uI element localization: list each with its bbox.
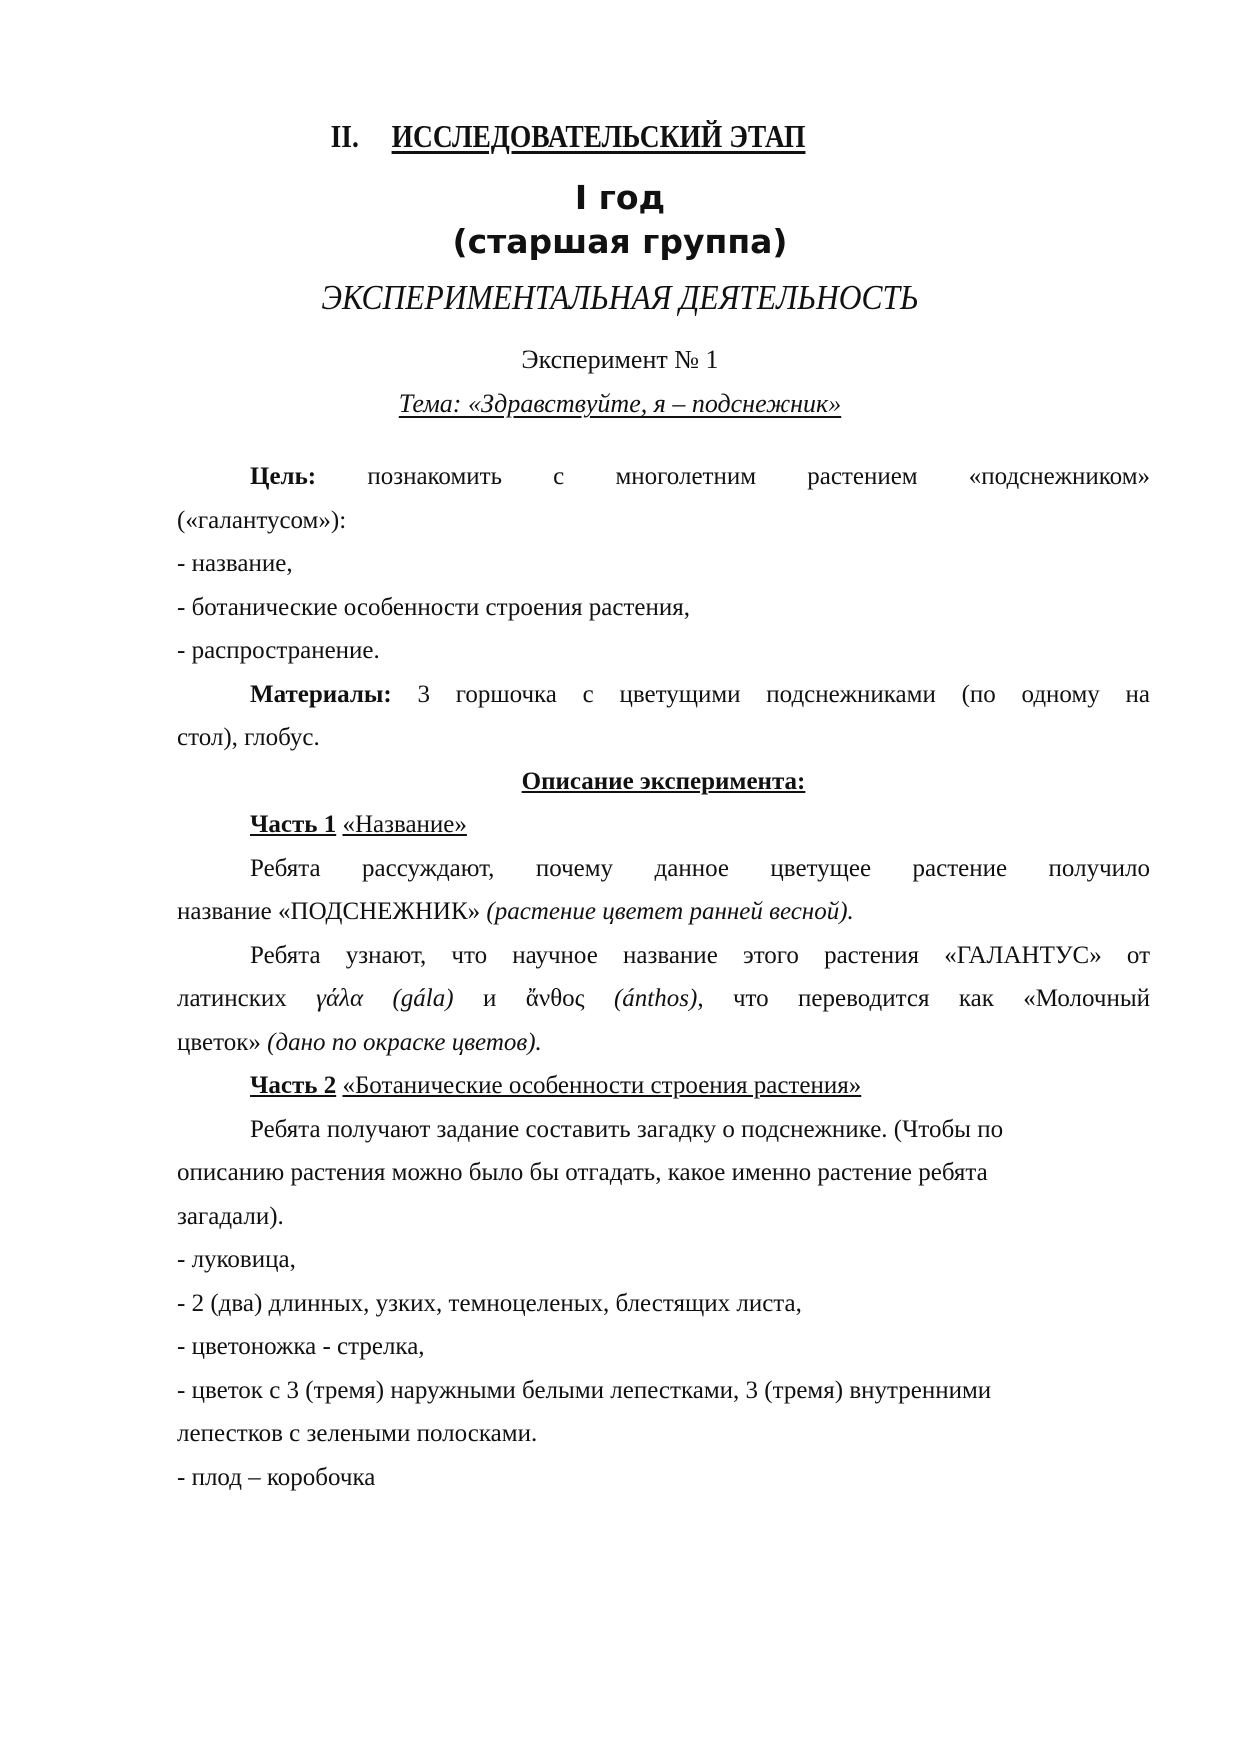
- part2-item: - плод – коробочка: [177, 1464, 376, 1491]
- part1-title: «Название»: [342, 811, 467, 838]
- part1-text: Ребята узнают, что научное название этого растения «ГАЛАНТУС» от: [250, 942, 1150, 969]
- goal-label: Цель:: [250, 463, 317, 490]
- text: название «ПОДСНЕЖНИК»: [177, 898, 481, 925]
- part2-label: Часть 2: [250, 1072, 337, 1099]
- section-title: ИССЛЕДОВАТЕЛЬСКИЙ ЭТАП: [391, 118, 806, 154]
- greek-word: ἄνθος: [525, 985, 585, 1012]
- part1-text: Ребята рассуждают, почему данное цветущее растение получило: [250, 855, 1150, 882]
- part2-heading: [250, 1064, 1150, 1108]
- part2-text: загадали).: [177, 1203, 284, 1230]
- note: (растение цветет ранней весной).: [486, 898, 854, 925]
- description-heading: Описание эксперимента:: [521, 768, 806, 795]
- goal-item: - распространение.: [177, 637, 380, 664]
- year-heading: I год: [574, 178, 666, 217]
- text: и: [483, 985, 497, 1012]
- materials-line: [250, 673, 1150, 717]
- text: цветок»: [177, 1029, 261, 1056]
- text: , что переводится как «Молочный: [697, 985, 1151, 1012]
- text: латинских: [177, 985, 287, 1012]
- part1-label: Часть 1: [250, 811, 337, 838]
- experiment-theme: Тема: «Здравствуйте, я – подснежник»: [398, 389, 842, 418]
- activity-heading: ЭКСПЕРИМЕНТАЛЬНАЯ ДЕЯТЕЛЬНОСТЬ: [321, 278, 919, 317]
- latin-word: (ánthos): [613, 985, 698, 1012]
- section-number: II.: [330, 118, 359, 154]
- materials-label: Материалы:: [250, 681, 392, 708]
- materials-line-2: стол), глобус.: [177, 724, 320, 751]
- part1-text: [177, 890, 1150, 934]
- goal-item: - ботанические особенности строения растения,: [177, 594, 691, 621]
- goal-item: - название,: [177, 550, 293, 577]
- goal-text: познакомить с многолетним растением «подснежником»: [367, 463, 1151, 490]
- part2-item: - цветоножка - стрелка,: [177, 1333, 425, 1360]
- latin-word: (gála): [392, 985, 454, 1012]
- part2-item: - 2 (два) длинных, узких, темноцеленых, блестящих листа,: [177, 1290, 802, 1317]
- part2-title: «Ботанические особенности строения растения»: [342, 1072, 862, 1099]
- group-heading: (старшая группа): [452, 222, 788, 261]
- part2-text: Ребята получают задание составить загадку о подснежнике. (Чтобы по: [250, 1116, 1004, 1143]
- materials-text: 3 горшочка с цветущими подснежниками (по одному на: [417, 681, 1150, 708]
- part1-text: [177, 977, 1150, 1021]
- part2-item: - цветок с 3 (тремя) наружными белыми лепестками, 3 (тремя) внутренними: [177, 1377, 992, 1404]
- part2-item: - луковица,: [177, 1246, 296, 1273]
- part2-item: лепестков с зелеными полосками.: [177, 1420, 538, 1447]
- goal-line: [250, 455, 1150, 499]
- greek-word: γάλα: [316, 985, 364, 1012]
- note: (дано по окраске цветов).: [267, 1029, 542, 1056]
- goal-line-2: («галантусом»):: [177, 507, 347, 534]
- experiment-number: Эксперимент № 1: [521, 345, 719, 374]
- part1-text: [177, 1021, 1150, 1065]
- part2-text: описанию растения можно было бы отгадать, какое именно растение ребята: [177, 1159, 988, 1186]
- part1-heading: [250, 803, 1150, 847]
- section-heading: [331, 118, 806, 155]
